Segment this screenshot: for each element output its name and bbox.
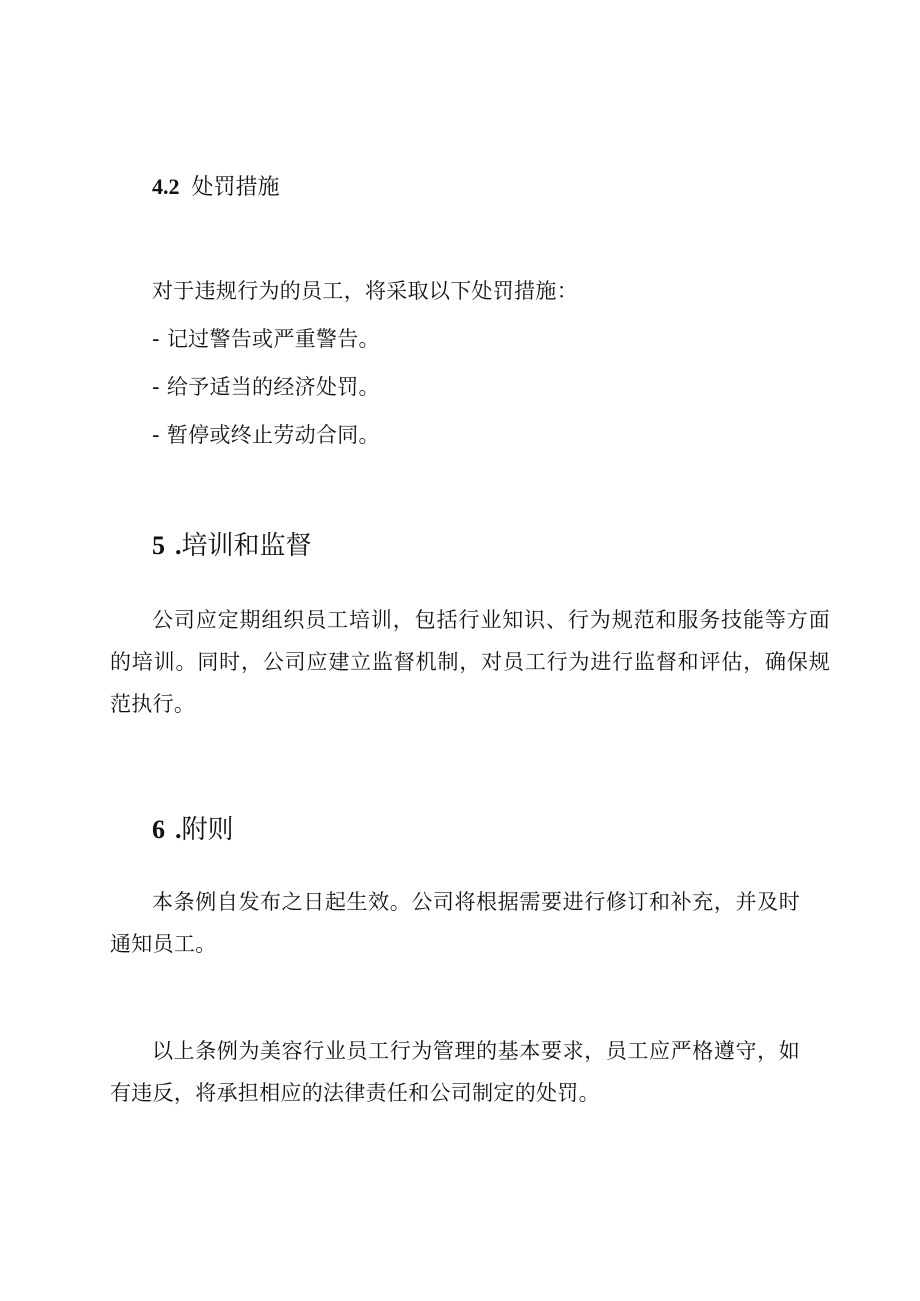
section-4-2-number: 4.2 bbox=[152, 174, 180, 199]
section-5-paragraph: 公司应定期组织员工培训，包括行业知识、行为规范和服务技能等方面的培训。同时，公司应建立监督机制，对员工行为进行监督和评估，确保规范执行。 bbox=[110, 608, 830, 716]
section-6-paragraph: 本条例自发布之日起生效。公司将根据需要进行修订和补充，并及时通知员工。 bbox=[110, 890, 800, 956]
section-4-2-heading bbox=[152, 170, 280, 205]
section-5-heading bbox=[152, 526, 312, 566]
section-6-title: 附则 bbox=[181, 815, 234, 845]
section-4-2-intro: 对于违规行为的员工，将采取以下处罚措施： bbox=[152, 279, 578, 303]
penalty-item-2: - 给予适当的经济处罚。 bbox=[152, 375, 380, 399]
section-6-separator: . bbox=[175, 815, 182, 844]
closing-paragraph: 以上条例为美容行业员工行为管理的基本要求，员工应严格遵守，如有违反，将承担相应的法律责任和公司制定的处罚。 bbox=[110, 1039, 800, 1105]
section-5-number: 5 bbox=[152, 531, 165, 560]
section-5-separator: . bbox=[175, 531, 182, 560]
section-6-heading bbox=[152, 810, 234, 850]
section-4-2-title: 处罚措施 bbox=[191, 175, 280, 200]
penalty-item-3: - 暂停或终止劳动合同。 bbox=[152, 423, 380, 447]
section-6-number: 6 bbox=[152, 815, 165, 844]
section-5-title: 培训和监督 bbox=[181, 531, 312, 561]
penalty-item-1: - 记过警告或严重警告。 bbox=[152, 327, 380, 351]
